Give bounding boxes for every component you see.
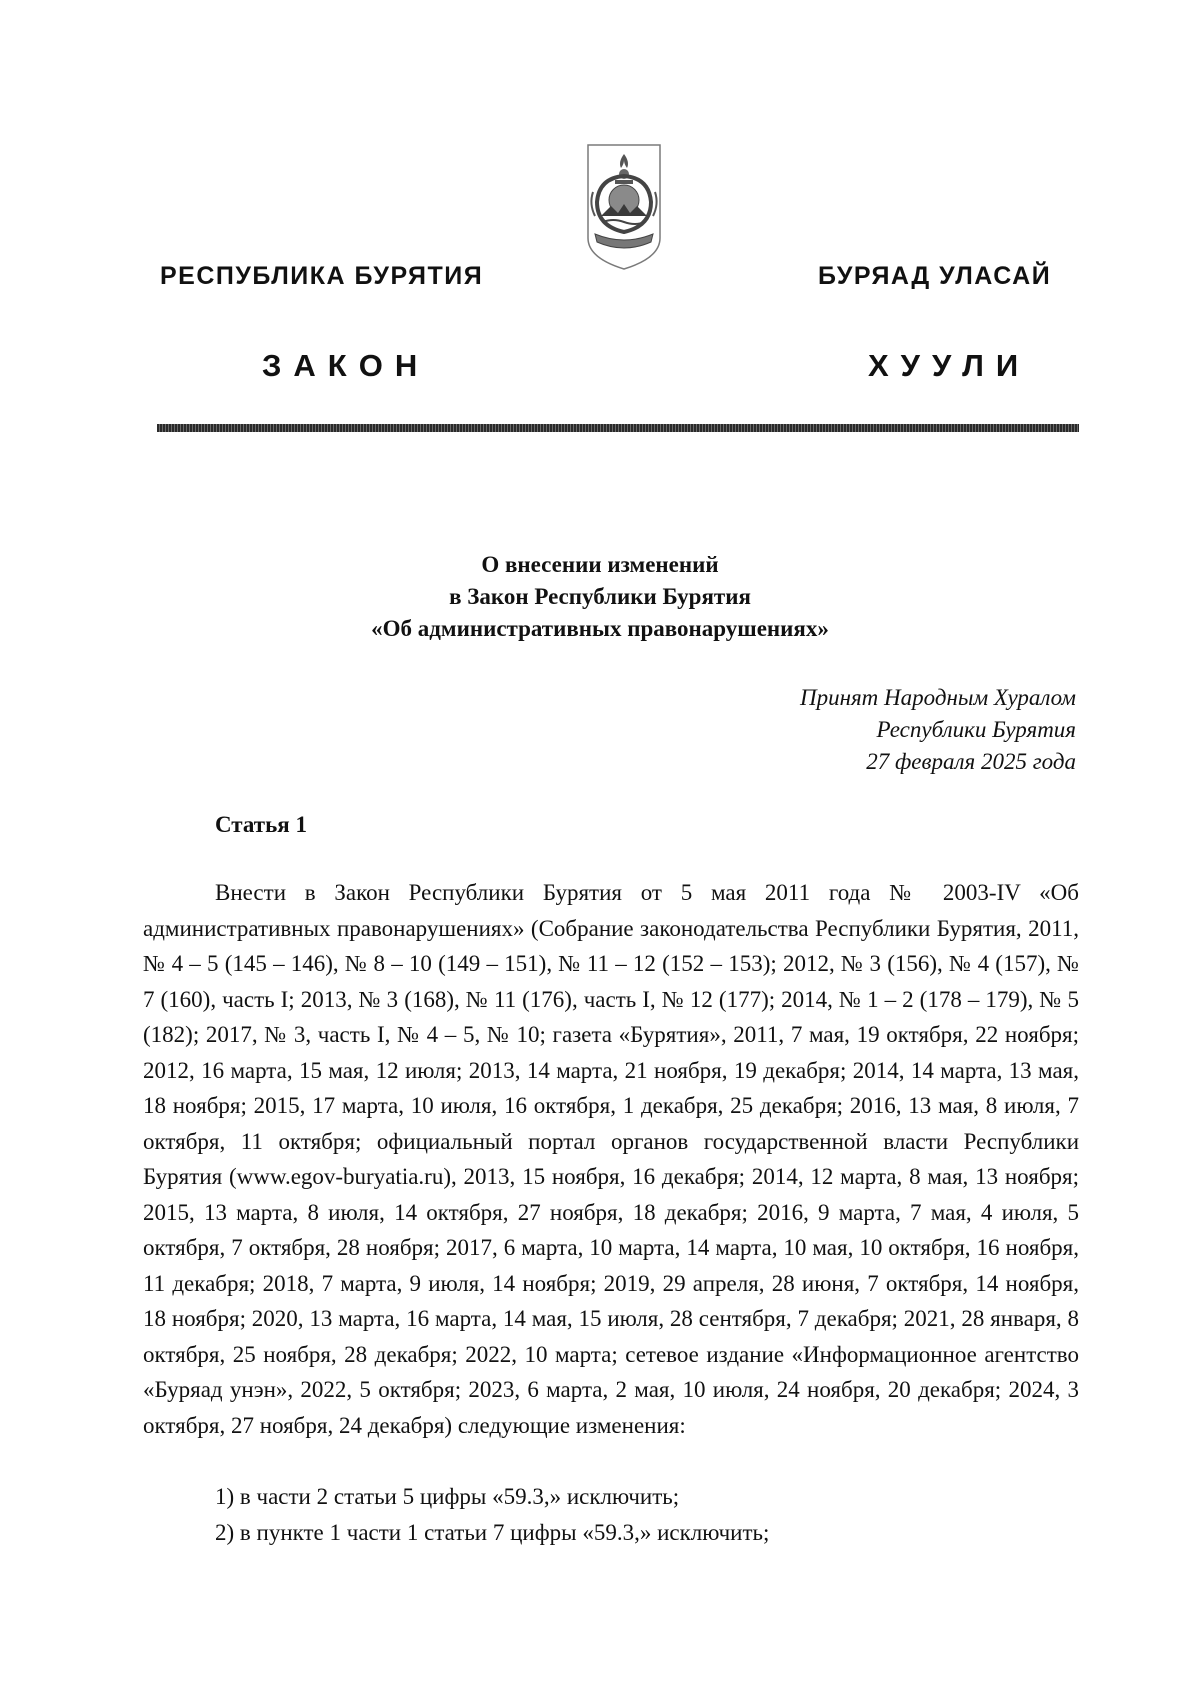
list-item: 2) в пункте 1 части 1 статьи 7 цифры «59.3,» исключить;	[215, 1519, 770, 1545]
title-line: О внесении изменений	[481, 552, 719, 577]
law-label-ru: ЗАКОН	[262, 348, 430, 383]
header-republic-buryatia-bua: БУРЯАД УЛАСАЙ	[818, 262, 1052, 290]
list-item: 1) в части 2 статьи 5 цифры «59.3,» исключить;	[215, 1484, 680, 1509]
law-label-bua: ХУУЛИ	[868, 348, 1031, 383]
article-paragraph: Внести в Закон Республики Бурятия от 5 мая 2011 года № 2003-IV «Об административных правонарушениях» (Собрание законодательства Республики Бурятия, 2011, № 4 – 5 (145 – 146), № 8 – 10 (149 – 151), № 11 – 12 (152 – 153); 2012, № 3 (156), № 4 (157), № 7 (160), часть I; 2013, № 3 (168), № 11 (176), часть I, № 12 (177); 2014, № 1 – 2 (178 – 179), № 5 (182); 2017, № 3, часть I, № 4 – 5, № 10; газета «Бурятия», 2011, 7 мая, 19 октября, 22 ноября; 2012, 16 марта, 15 мая, 12 июля; 2013, 14 марта, 21 ноября, 19 декабря; 2014, 14 марта, 13 мая, 18 ноября; 2015, 17 марта, 10 июля, 16 октября, 1 декабря, 25 декабря; 2016, 13 мая, 8 июля, 7 октября, 11 октября; официальный портал органов государственной власти Республики Бурятия (www.egov-buryatia.ru), 2013, 15 ноября, 16 декабря; 2014, 12 марта, 8 мая, 13 ноября; 2015, 13 марта, 8 июля, 14 октября, 27 ноября, 18 декабря; 2016, 9 марта, 7 мая, 4 июля, 5 октября, 7 октября, 28 ноября; 2017, 6 марта, 10 марта, 14 марта, 10 мая, 10 октября, 16 ноября, 11 декабря; 2018, 7 марта, 9 июля, 14 ноября; 2019, 29 апреля, 28 июня, 7 октября, 14 ноября, 18 ноября; 2020, 13 марта, 16 марта, 14 мая, 15 июля, 28 сентября, 7 декабря; 2021, 28 января, 8 октября, 25 ноября, 28 декабря; 2022, 10 марта; сетевое издание «Информационное агентство «Буряад унэн», 2022, 5 октября; 2023, 6 марта, 2 мая, 10 июля, 24 ноября, 20 декабря; 2024, 3 октября, 27 ноября, 24 декабря) следующие изменения:	[143, 880, 1079, 1438]
adoption-note	[800, 682, 1076, 778]
amendment-list	[215, 1479, 769, 1550]
title-line: в Закон Республики Бурятия	[449, 584, 751, 609]
document-title	[200, 549, 1000, 645]
header-divider	[157, 424, 1079, 432]
adoption-date: 27 февраля 2025 года	[866, 749, 1076, 774]
header-republic-buryatia-ru: РЕСПУБЛИКА БУРЯТИЯ	[160, 262, 484, 290]
coat-of-arms-icon	[585, 142, 663, 272]
adoption-line: Республики Бурятия	[876, 717, 1076, 742]
title-line: «Об административных правонарушениях»	[371, 616, 829, 641]
adoption-line: Принят Народным Хуралом	[799, 685, 1076, 710]
article-heading: Статья 1	[215, 812, 307, 837]
